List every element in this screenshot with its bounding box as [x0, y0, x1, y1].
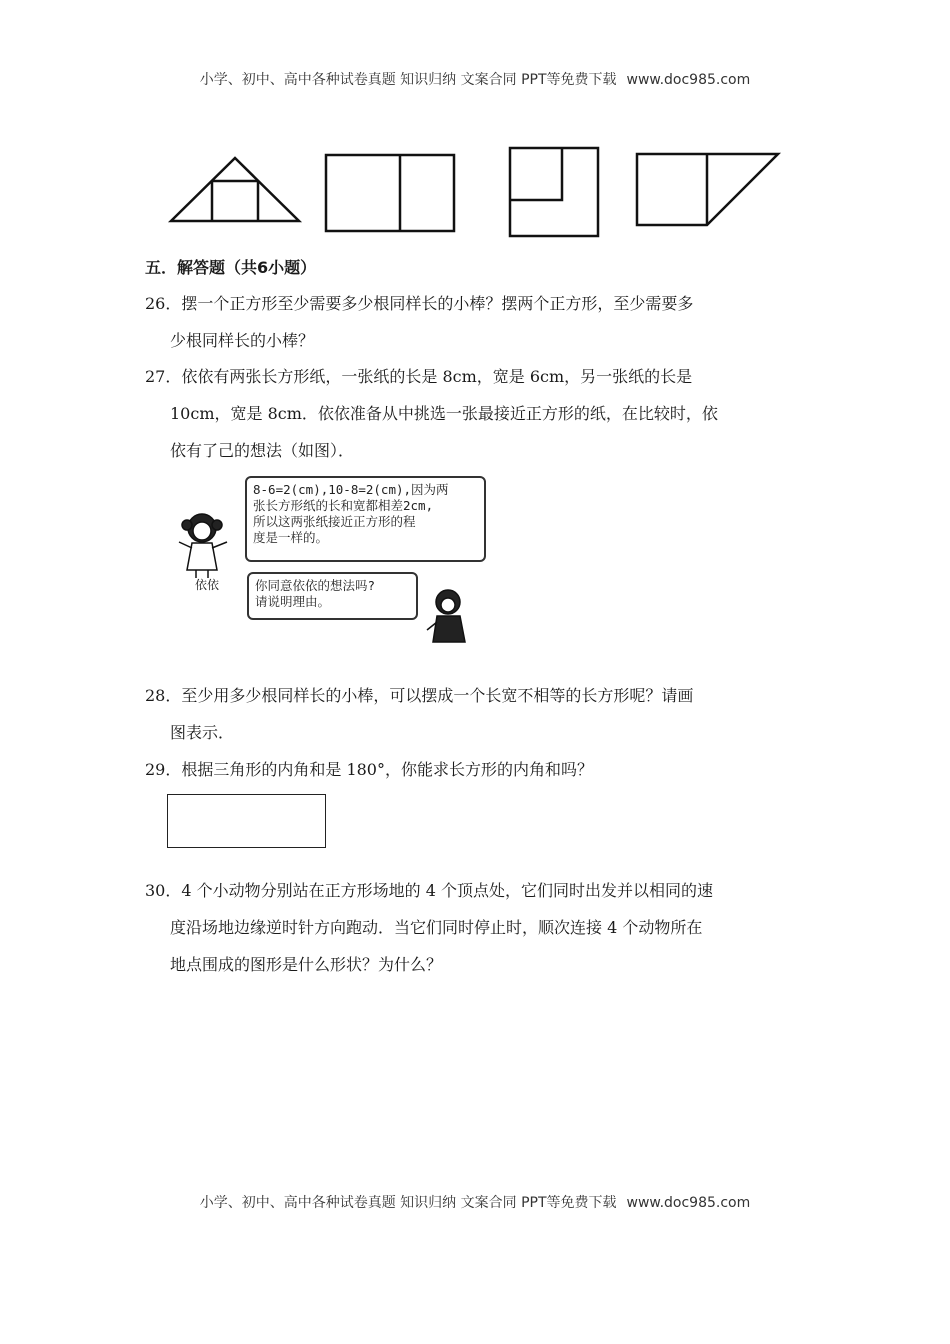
q30-line1: 30．4 个小动物分别站在正方形场地的 4 个顶点处，它们同时出发并以相同的速: [145, 881, 713, 900]
q28-line2: 图表示．: [170, 723, 235, 742]
square-figure: [510, 148, 598, 236]
bubble1-line4: 度是一样的。: [253, 530, 329, 545]
shape-figures: [160, 140, 790, 245]
q29-line1: 29．根据三角形的内角和是 180°，你能求长方形的内角和吗？: [145, 760, 593, 779]
question-29: [145, 751, 810, 788]
triangle-figure: [171, 158, 299, 221]
q28-line1: 28．至少用多少根同样长的小棒，可以摆成一个长宽不相等的长方形呢？请画: [145, 686, 694, 705]
bubble1-line1: 8-6=2(cm),10-8=2(cm),因为两: [253, 482, 449, 497]
bubble1-line3: 所以这两张纸接近正方形的程: [253, 514, 416, 529]
q26-line2: 少根同样长的小棒？: [170, 331, 315, 350]
footer-url[interactable]: www.doc985.com: [626, 1195, 751, 1211]
speech-bubble-girl: [245, 476, 486, 562]
rectangle-diagram: [167, 794, 326, 848]
cartoon-illustration: [165, 470, 485, 650]
page-footer: [0, 1192, 950, 1212]
question-26: [145, 285, 810, 359]
child-figure: [427, 590, 465, 642]
q30-line2: 度沿场地边缘逆时针方向跑动．当它们同时停止时，顺次连接 4 个动物所在: [170, 918, 703, 937]
section-title: 五．解答题（共6小题）: [145, 258, 317, 277]
rectangle-figure: [326, 155, 454, 231]
speech-bubble-question: [247, 572, 418, 620]
footer-text: 小学、初中、高中各种试卷真题 知识归纳 文案合同 PPT等免费下载: [199, 1195, 617, 1211]
question-30: [145, 872, 810, 983]
q30-line3: 地点围成的图形是什么形状？为什么？: [170, 955, 443, 974]
header-url[interactable]: www.doc985.com: [626, 72, 751, 88]
question-28: [145, 677, 810, 751]
q27-line1: 27．依依有两张长方形纸，一张纸的长是 8cm，宽是 6cm，另一张纸的长是: [145, 367, 693, 386]
girl-figure: [179, 514, 227, 578]
bubble2-line1: 你同意依依的想法吗?: [255, 578, 376, 593]
bubble1-line2: 张长方形纸的长和宽都相差2cm,: [253, 498, 434, 513]
girl-name-label: 依依: [195, 578, 220, 592]
header-text: 小学、初中、高中各种试卷真题 知识归纳 文案合同 PPT等免费下载: [199, 72, 617, 88]
q27-line3: 依有了己的想法（如图）．: [170, 441, 355, 460]
bubble2-line2: 请说明理由。: [255, 594, 331, 609]
q26-line1: 26．摆一个正方形至少需要多少根同样长的小棒？摆两个正方形，至少需要多: [145, 294, 694, 313]
q27-line2: 10cm，宽是 8cm．依依准备从中挑选一张最接近正方形的纸，在比较时，依: [170, 404, 718, 423]
page-header: [0, 69, 950, 89]
question-27: [145, 358, 810, 469]
